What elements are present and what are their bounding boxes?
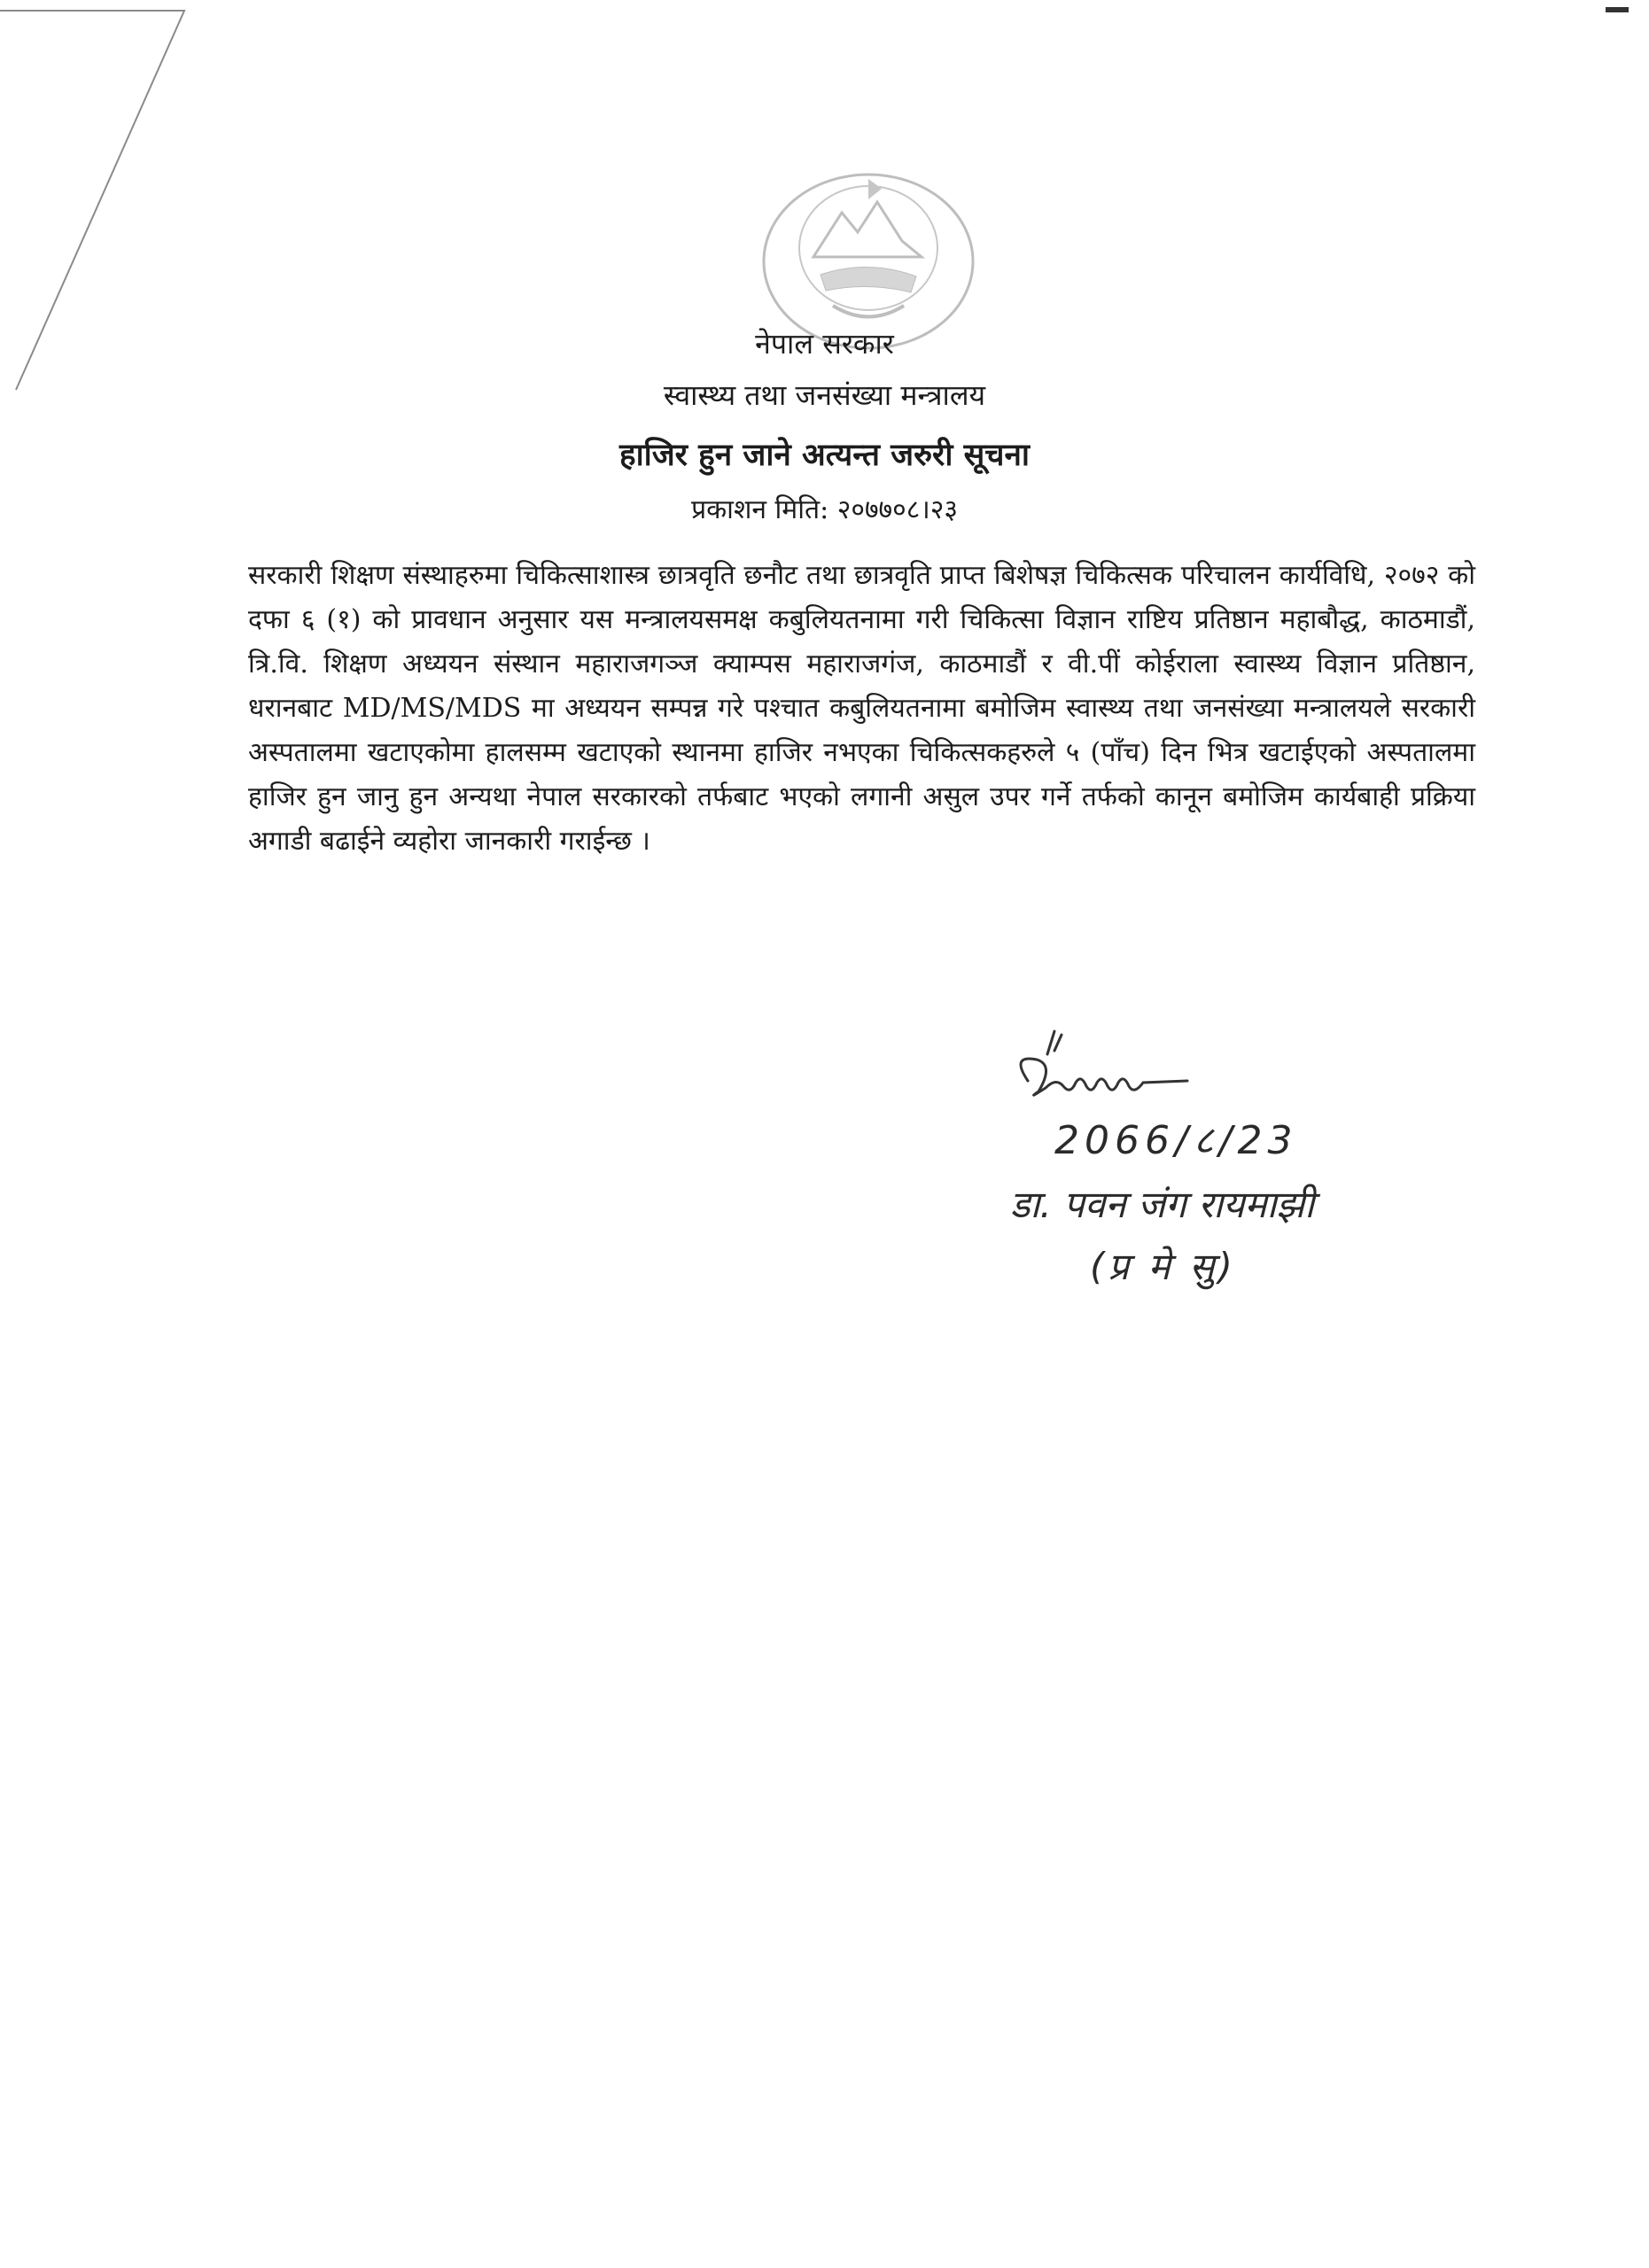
publication-date: प्रकाशन मिति: २०७७०८।२३	[691, 494, 958, 525]
hands-icon	[833, 306, 904, 317]
corner-scan-mark	[1606, 7, 1629, 12]
flag-icon	[868, 179, 882, 199]
government-name: नेपाल सरकार	[755, 327, 894, 361]
signatory-name: डा. पवन जंग रायमाझी	[1010, 1183, 1315, 1226]
letterhead	[0, 323, 1649, 531]
signature-stroke	[1021, 1031, 1187, 1095]
handwritten-signature	[992, 1019, 1223, 1107]
mountain-icon	[813, 202, 922, 257]
seal-outer-ring	[764, 175, 973, 348]
notice-title: हाजिर हुन जाने अत्यन्त जरुरी सूचना	[619, 437, 1030, 473]
ministry-name: स्वास्थ्य तथा जनसंख्या मन्त्रालय	[663, 378, 986, 412]
map-icon	[821, 267, 916, 292]
signature-date: 2066/८/23	[1054, 1118, 1298, 1163]
signature-block	[992, 1019, 1524, 1311]
notice-body: सरकारी शिक्षण संस्थाहरुमा चिकित्साशास्त्र छात्रवृति छनौट तथा छात्रवृति प्राप्त बिशेषज्ञ चिकित्सक परिचालन कार्यविधि, २०७२ को दफा ६ (१) को प्रावधान अनुसार यस मन्त्रालयसमक्ष कबुलियतनामा गरी चिकित्सा विज्ञान राष्टिय प्रतिष्ठान महाबौद्ध, काठमाडौं, त्रि.वि. शिक्षण अध्ययन संस्थान महाराजगञ्ज क्याम्पस महाराजगंज, काठमाडौं र वी.पीं कोईराला स्वास्थ्य विज्ञान प्रतिष्ठान, धरानबाट MD/MS/MDS मा अध्ययन सम्पन्न गरे पश्चात कबुलियतनामा बमोजिम स्वास्थ्य तथा जनसंख्या मन्त्रालयले सरकारी अस्पतालमा खटाएकोमा हालसम्म खटाएको स्थानमा हाजिर नभएका चिकित्सकहरुले ५ (पाँच) दिन भित्र खटाईएको अस्पतालमा हाजिर हुन जानु हुन अन्यथा नेपाल सरकारको तर्फबाट भएको लगानी असुल उपर गर्ने तर्फको कानून बमोजिम कार्यबाही प्रक्रिया अगाडी बढाईने व्यहोरा जानकारी गराईन्छ ।	[248, 560, 1475, 857]
signatory-title: (प्र मे सु)	[1090, 1245, 1236, 1288]
